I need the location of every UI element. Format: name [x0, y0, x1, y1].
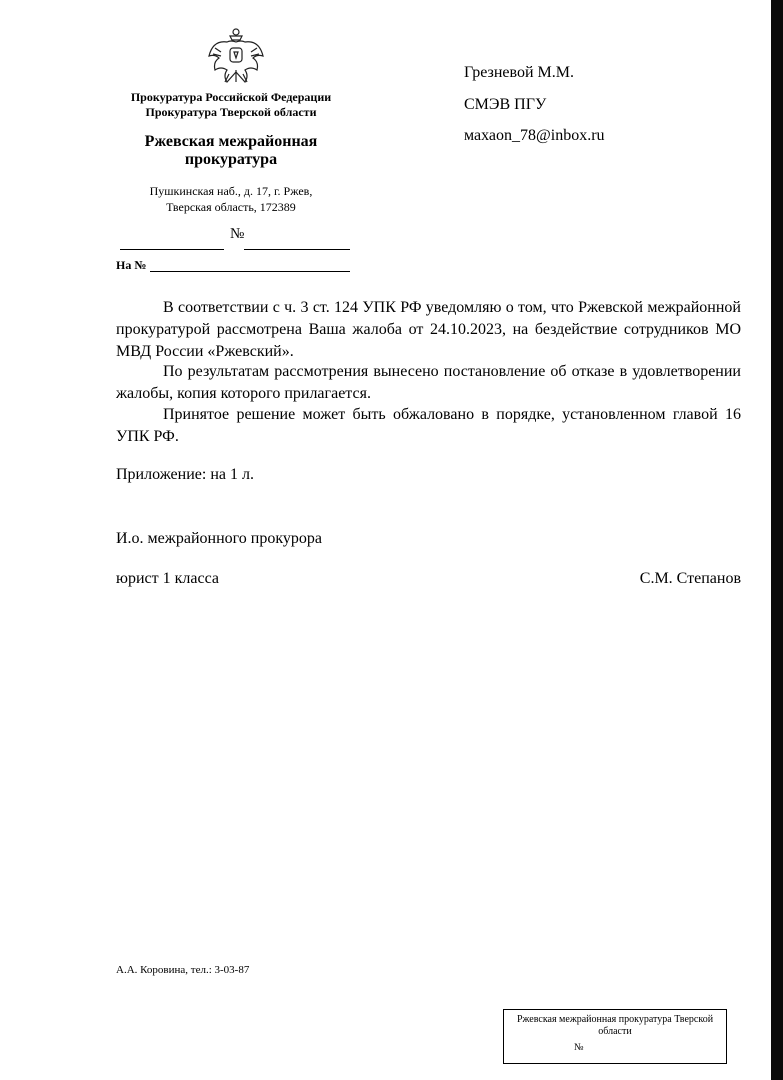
- attachment-note: Приложение: на 1 л.: [116, 466, 254, 483]
- office-title-line1: Ржевская межрайонная: [144, 133, 318, 150]
- registration-stamp-text: Ржевская межрайонная прокуратура Тверской области: [516, 1014, 714, 1037]
- signatory-position-line2: юрист 1 класса: [116, 570, 219, 587]
- executor-contact: А.А. Коровина, тел.: 3-03-87: [116, 964, 250, 976]
- date-field-line: [120, 249, 224, 250]
- reply-to-label: На №: [116, 258, 147, 272]
- photo-edge-border: [771, 0, 783, 1080]
- body-paragraph-3: Принятое решение может быть обжаловано в порядке, установленном главой 16 УПК РФ.: [116, 406, 741, 445]
- org-name-federation: Прокуратура Российской Федерации: [130, 90, 332, 104]
- office-address-line1: Пушкинская наб., д. 17, г. Ржев,: [149, 184, 313, 198]
- signatory-position-line1: И.о. межрайонного прокурора: [116, 530, 322, 547]
- outgoing-number-sign: №: [230, 226, 245, 242]
- body-paragraph-1: В соответствии с ч. 3 ст. 124 УПК РФ уведомляю о том, что Ржевской межрайонной прокуратурой рассмотрена Ваша жалоба от 24.10.2023, на бездействие сотрудников МО МВД России «Ржевский».: [116, 299, 741, 360]
- registration-stamp-number: №: [574, 1042, 584, 1053]
- addressee-name: Грезневой М.М.: [464, 64, 574, 81]
- addressee-channel: СМЭВ ПГУ: [464, 96, 547, 113]
- body-paragraph-2: По результатам рассмотрения вынесено постановление об отказе в удовлетворении жалобы, копия которого прилагается.: [116, 363, 741, 402]
- addressee-email: махаоn_78@inbox.ru: [464, 127, 605, 144]
- reply-to-number-line: [150, 271, 350, 272]
- registration-stamp: [503, 1009, 727, 1064]
- office-address-line2: Тверская область, 172389: [166, 200, 296, 214]
- org-name-region: Прокуратура Тверской области: [145, 105, 317, 119]
- coat-of-arms-emblem: [205, 24, 267, 86]
- outgoing-number-line: [244, 249, 350, 250]
- signatory-name: С.М. Степанов: [639, 570, 741, 587]
- office-title-line2: прокуратура: [184, 151, 278, 168]
